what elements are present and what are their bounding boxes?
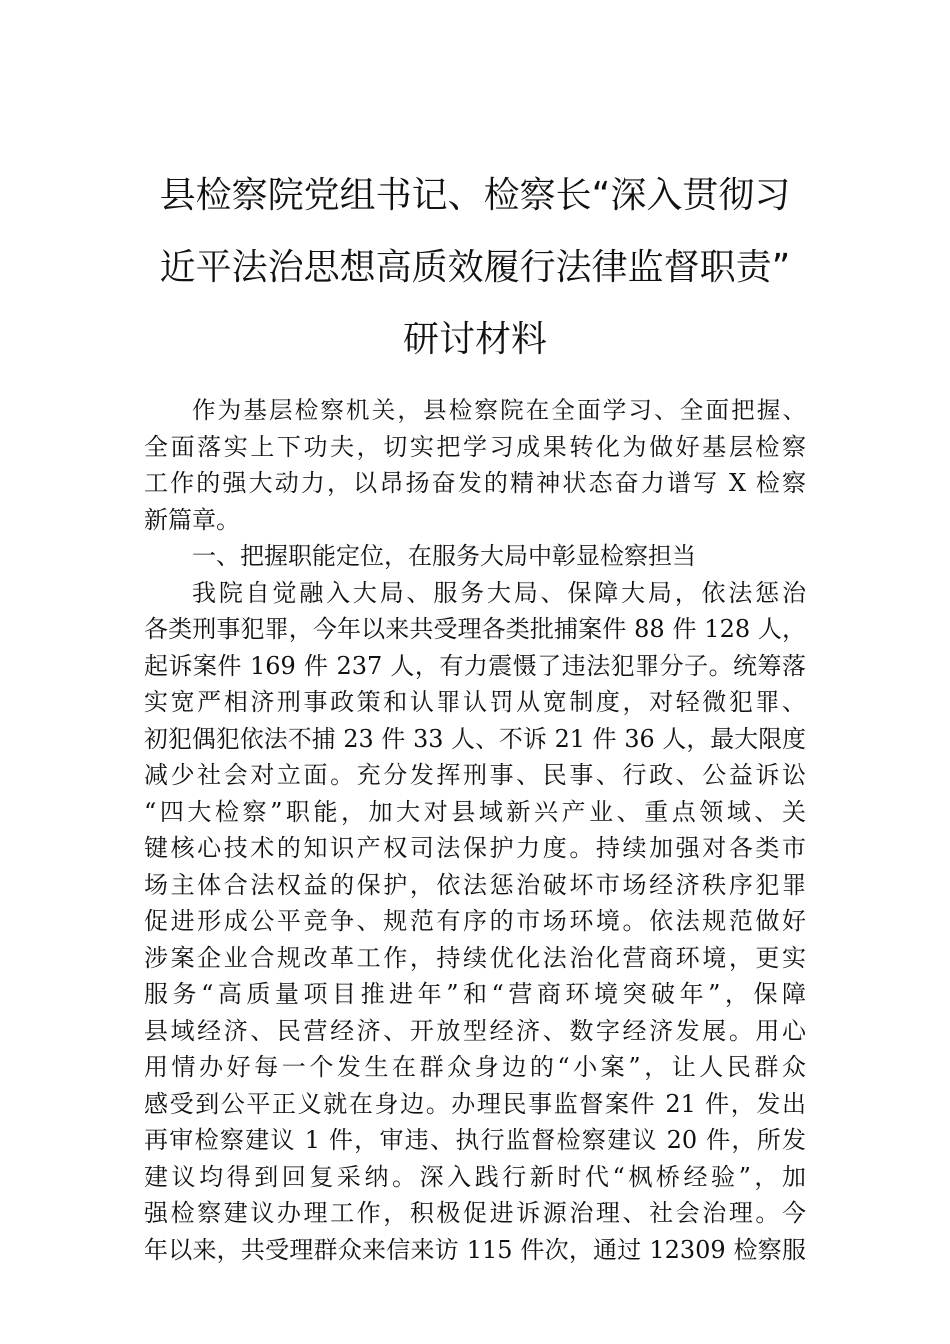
intro-line-1: 作为基层检察机关，县检察院在全面学习、全面把握、 (192, 396, 806, 424)
section-line-12: 服务“高质量项目推进年”和“营商环境突破年”，保障 (144, 980, 806, 1008)
section-line-2: 各类刑事犯罪，今年以来共受理各类批捕案件 88 件 128 人， (144, 615, 806, 643)
intro-line-2: 全面落实上下功夫，切实把学习成果转化为做好基层检察 (144, 432, 806, 461)
section-line-18: 强检察建议办理工作，积极促进诉源治理、社会治理。今 (144, 1199, 806, 1227)
document-title (140, 160, 810, 376)
section-line-4: 实宽严相济刑事政策和认罪认罚从宽制度，对轻微犯罪、 (144, 688, 806, 716)
section-line-5: 初犯偶犯依法不捕 23 件 33 人、不诉 21 件 36 人，最大限度 (144, 724, 806, 753)
section-line-19: 年以来，共受理群众来信来访 115 件次，通过 12309 检察服 (144, 1235, 806, 1264)
section-line-11: 涉案企业合规改革工作，持续优化法治化营商环境，更实 (144, 943, 806, 972)
section-line-16: 再审检察建议 1 件，审违、执行监督检察建议 20 件，所发 (144, 1126, 806, 1154)
intro-paragraph (144, 392, 806, 538)
section-line-7: “四大检察”职能，加大对县域新兴产业、重点领域、关 (144, 797, 806, 826)
section-line-13: 县域经济、民营经济、开放型经济、数字经济发展。用心 (144, 1016, 806, 1045)
title-line-2: 近平法治思想高质效履行法律监督职责” (159, 247, 791, 288)
intro-line-4: 新篇章。 (144, 505, 240, 534)
section-line-15: 感受到公平正义就在身边。办理民事监督案件 21 件，发出 (144, 1089, 806, 1118)
section-line-1: 我院自觉融入大局、服务大局、保障大局，依法惩治 (192, 578, 806, 607)
section-line-8: 键核心技术的知识产权司法保护力度。持续加强对各类市 (144, 834, 806, 862)
section-line-9: 场主体合法权益的保护，依法惩治破坏市场经济秩序犯罪 (144, 870, 806, 899)
section-line-17: 建议均得到回复采纳。深入践行新时代“枫桥经验”，加 (144, 1162, 806, 1191)
document-body (144, 392, 806, 1268)
section-paragraph (144, 575, 806, 1269)
section-line-14: 用情办好每一个发生在群众身边的“小案”，让人民群众 (144, 1053, 806, 1081)
intro-line-3: 工作的强大动力，以昂扬奋发的精神状态奋力谱写 X 检察 (144, 469, 806, 497)
title-line-1: 县检察院党组书记、检察长“深入贯彻习 (159, 175, 791, 216)
title-line-3: 研讨材料 (402, 319, 547, 360)
section-line-10: 促进形成公平竞争、规范有序的市场环境。依法规范做好 (144, 907, 806, 935)
section-line-6: 减少社会对立面。充分发挥刑事、民事、行政、公益诉讼 (144, 761, 806, 789)
section-heading: 一、把握职能定位，在服务大局中彰显检察担当 (192, 542, 696, 570)
section-line-3: 起诉案件 169 件 237 人，有力震慑了违法犯罪分子。统筹落 (144, 651, 806, 680)
